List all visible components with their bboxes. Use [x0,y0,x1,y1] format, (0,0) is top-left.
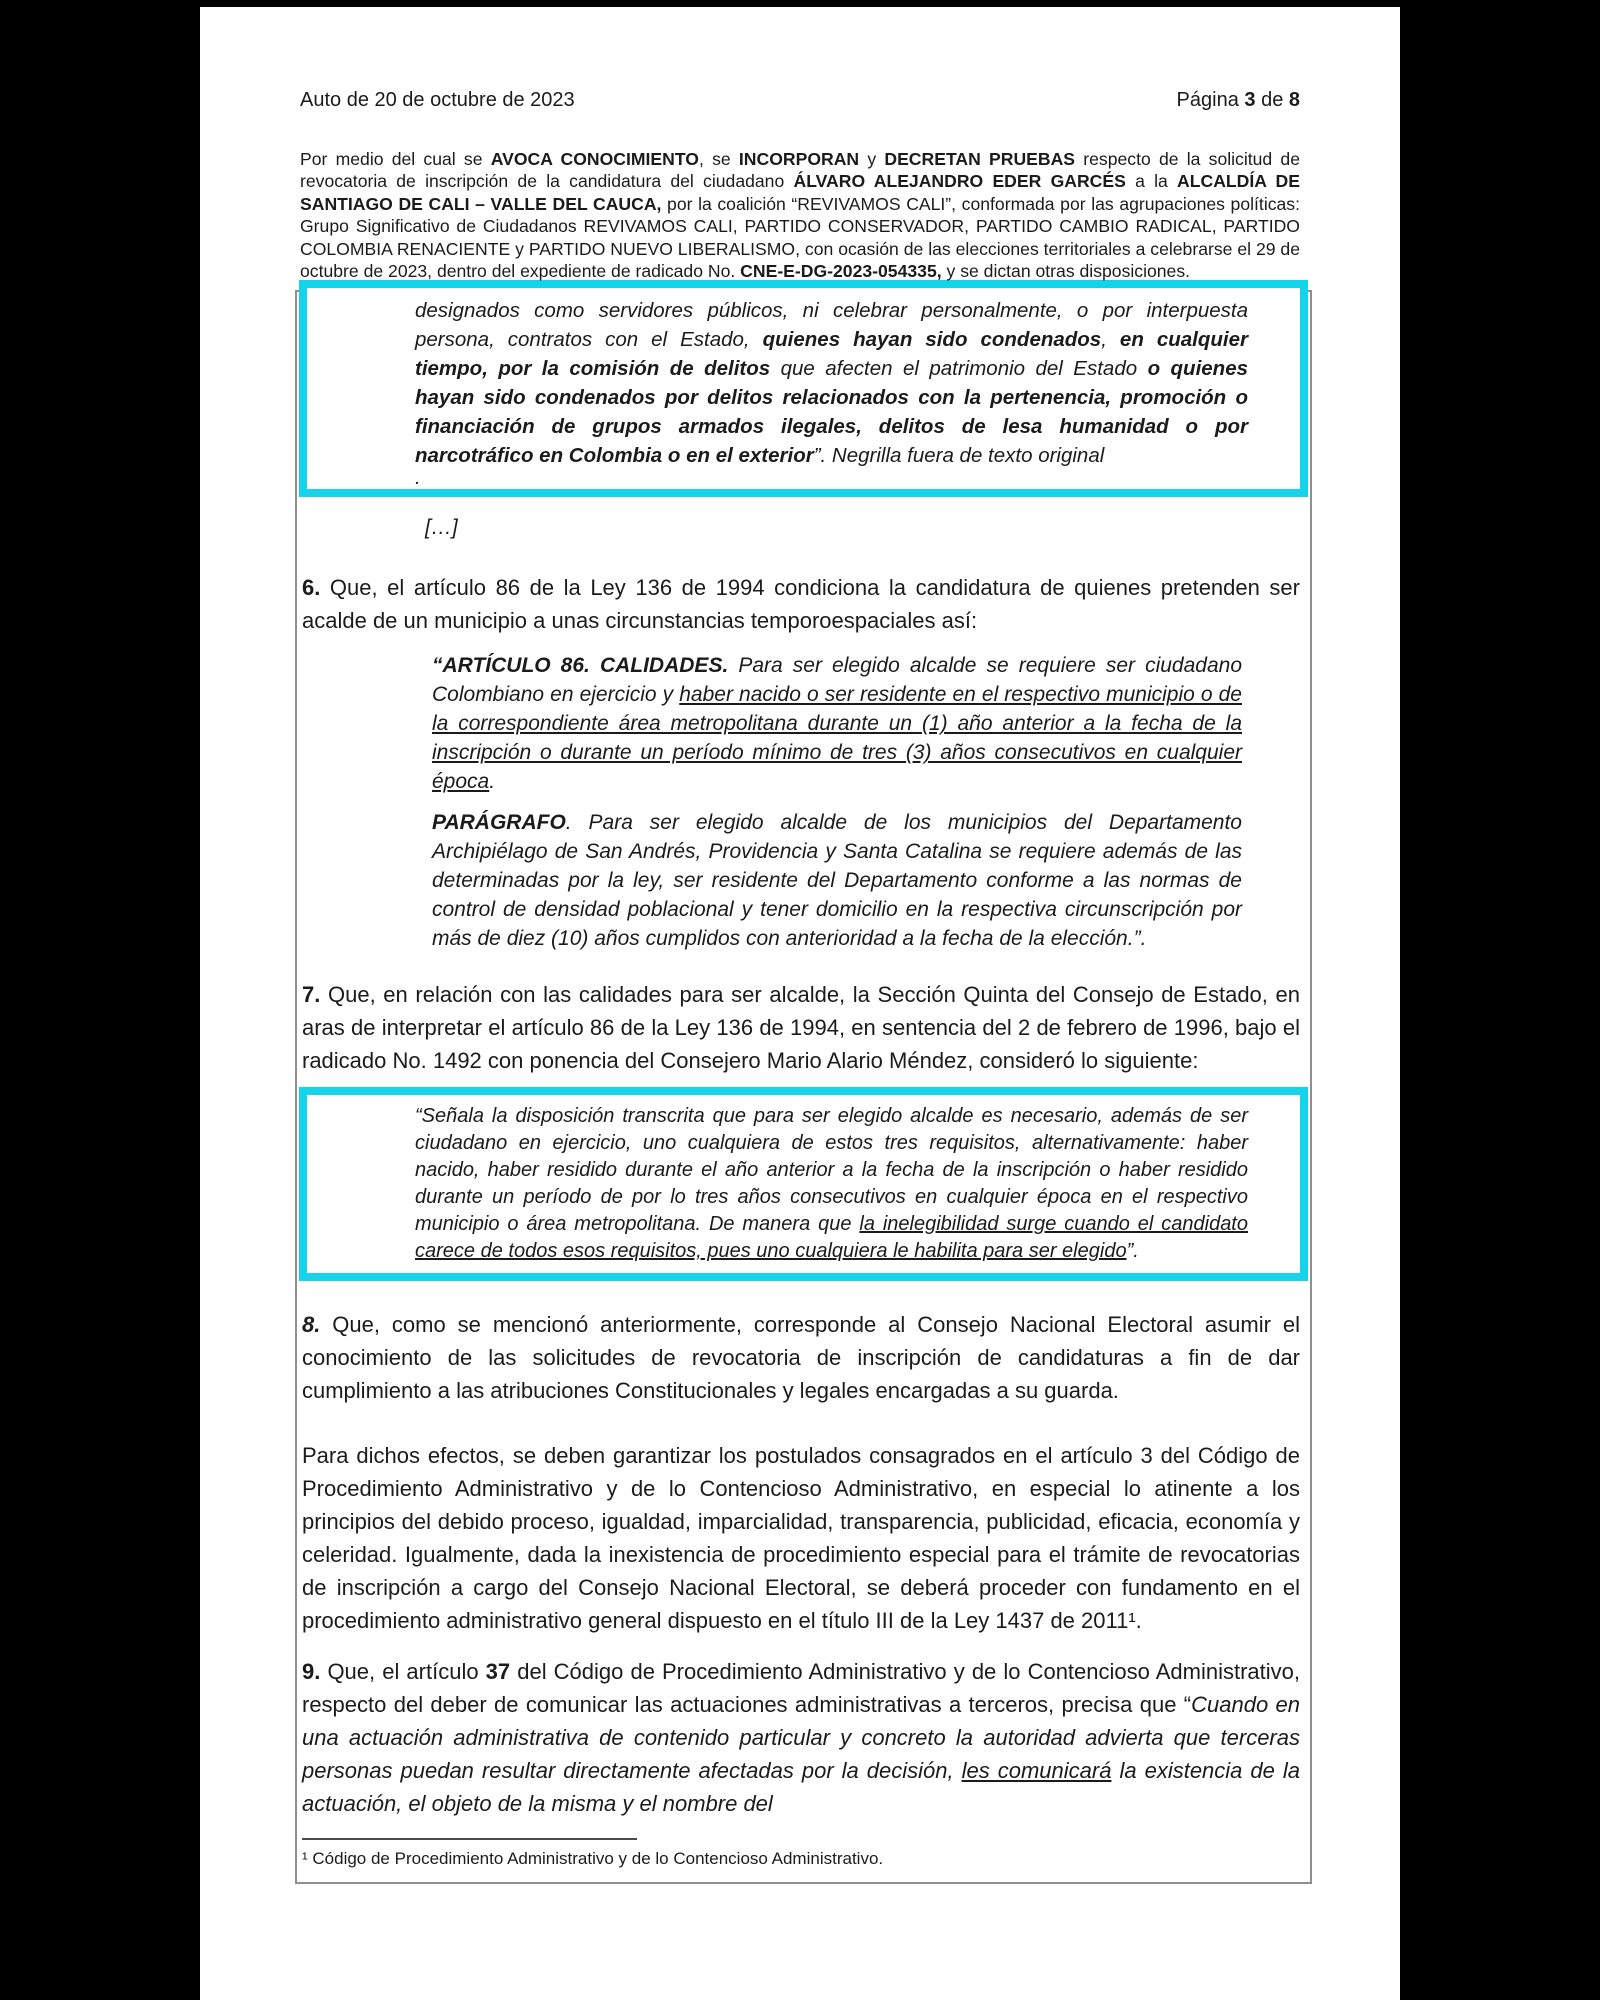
quote-2-text: “Señala la disposición transcrita que para ser elegido alcalde es necesario, además de ser ciudadano en ejercicio, uno cualquiera de estos tres requisitos, alternativamente: haber nacido, haber residido durante el año anterior a la fecha de la inscripción o haber residido durante un período de por lo tres años consecutivos en cualquier época en el respectivo municipio o área metropolitana. De manera que la inelegibilidad surge cuando el candidato carece de todos esos requisitos, pues uno cualquiera le habilita para ser elegido”. [415,1105,1248,1263]
paragraph-7: 7. Que, en relación con las calidades para ser alcalde, la Sección Quinta del Consejo de Estado, en aras de interpretar el artículo 86 de la Ley 136 de 1994, en sentencia del 2 de febrero de 1996, bajo el radicado No. 1492 con ponencia del Consejero Mario Alario Méndez, consideró lo siguiente: [302,982,1300,1074]
paragraph-efectos: Para dichos efectos, se deben garantizar los postulados consagrados en el artículo 3 del Código de Procedimiento Administrativo y de lo Contencioso Administrativo, en especial lo atinente a los principios del debido proceso, igualdad, imparcialidad, transparencia, publicidad, eficacia, economía y celeridad. Igualmente, dada la inexistencia de procedimiento especial para el trámite de revocatorias de inscripción a cargo del Consejo Nacional Electoral, se deberá proceder con fundamento en el procedimiento administrativo general dispuesto en el título III de la Ley 1437 de 2011¹. [302,1443,1300,1634]
paragraph-9: 9. Que, el artículo 37 del Código de Procedimiento Administrativo y de lo Contencioso Administrativo, respecto del deber de comunicar las actuaciones administrativas a terceros, precisa que “Cuando en una actuación administrativa de contenido particular y concreto la autoridad advierta que terceras personas puedan resultar directamente afectadas por la decisión, les comunicará la existencia de la actuación, el objeto de la misma y el nombre del [302,1659,1301,1817]
omission-ellipsis: […] [425,516,458,540]
case-caption: Por medio del cual se AVOCA CONOCIMIENTO, se INCORPORAN y DECRETAN PRUEBAS respecto de la solicitud de revocatoria de inscripción de la candidatura del ciudadano ÁLVARO ALEJANDRO EDER GARCÉS a la ALCALDÍA DE SANTIAGO DE CALI – VALLE DEL CAUCA, por la coalición “REVIVAMOS CALI”, conformada por las agrupaciones políticas: Grupo Significativo de Ciudadanos REVIVAMOS CALI, PARTIDO CONSERVADOR, PARTIDO CAMBIO RADICAL, PARTIDO COLOMBIA RENACIENTE y PARTIDO NUEVO LIBERALISMO, con ocasión de las elecciones territoriales a celebrarse el 29 de octubre de 2023, dentro del expediente de radicado No. CNE-E-DG-2023-054335, y se dictan otras disposiciones. [300,149,1300,282]
letterbox-right-bar [1400,0,1600,2000]
content-frame [295,290,1312,1884]
paragrafo-quote: PARÁGRAFO. Para ser elegido alcalde de los municipios del Departamento Archipiélago de San Andrés, Providencia y Santa Catalina se requiere además de las determinadas por la ley, ser residente del Departamento conforme a las normas de control de densidad poblacional y tener domicilio en la respectiva circunscripción por más de diez (10) años cumplidos con anterioridad a la fecha de la elección.”. [432,811,1242,951]
quote-1-trailing-dot: . [415,466,421,490]
header-date: Auto de 20 de octubre de 2023 [300,89,575,111]
highlighted-quote-block-2 [299,1087,1308,1281]
header-page-number: Página 3 de 8 [1176,89,1300,111]
quote-1-text: designados como servidores públicos, ni celebrar personalmente, o por interpuesta persona, contratos con el Estado, quienes hayan sido condenados, en cualquier tiempo, por la comisión de delitos que afecten el patrimonio del Estado o quienes hayan sido condenados por delitos relacionados con la pertenencia, promoción o financiación de grupos armados ilegales, delitos de lesa humanidad o por narcotráfico en Colombia o en el exterior”. Negrilla fuera de texto original [415,299,1248,468]
top-edge-bar [0,0,1600,7]
paragraph-6: 6. Que, el artículo 86 de la Ley 136 de 1994 condiciona la candidatura de quienes pretenden ser acalde de un municipio a unas circunstancias temporoespaciales así: [302,575,1300,634]
footnote-1: ¹ Código de Procedimiento Administrativo y de lo Contencioso Administrativo. [302,1849,884,1869]
footnote-separator [302,1838,637,1840]
letterbox-left-bar [0,0,200,2000]
document-page [200,0,1400,2000]
paragraph-8: 8. Que, como se mencionó anteriormente, corresponde al Consejo Nacional Electoral asumir el conocimiento de las solicitudes de revocatoria de inscripción de candidaturas a fin de dar cumplimiento a las atribuciones Constitucionales y legales encargadas a su guarda. [302,1312,1300,1404]
page-header [300,88,1300,112]
article-86-quote: “ARTÍCULO 86. CALIDADES. Para ser elegido alcalde se requiere ser ciudadano Colombiano en ejercicio y haber nacido o ser residente en el respectivo municipio o de la correspondiente área metropolitana durante un (1) año anterior a la fecha de la inscripción o durante un período mínimo de tres (3) años consecutivos en cualquier época. [432,654,1242,794]
highlighted-quote-block-1 [299,280,1308,497]
